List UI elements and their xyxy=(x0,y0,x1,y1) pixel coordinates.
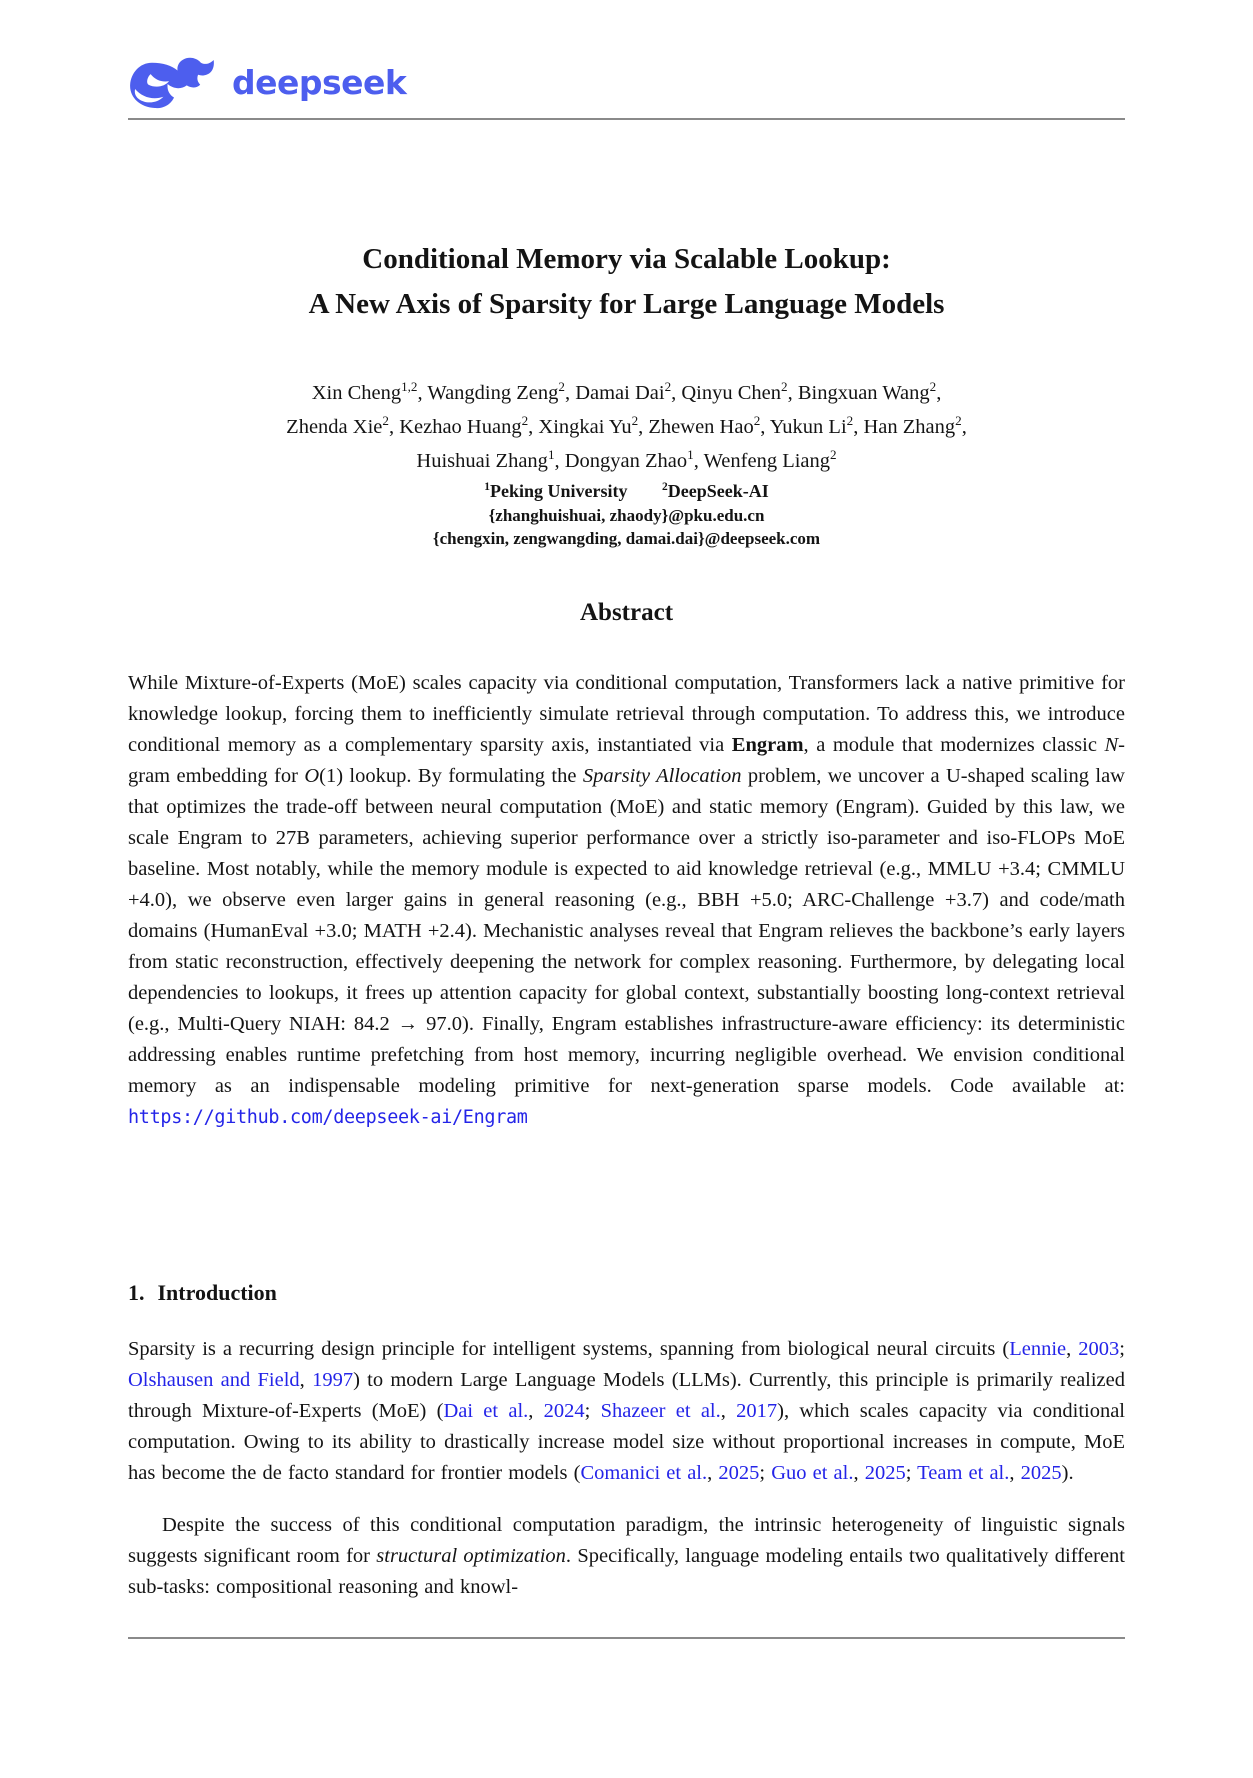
text-segment: , Qinyu Chen xyxy=(671,382,782,404)
affiliation-peking xyxy=(484,481,627,501)
superscript: 2 xyxy=(664,379,672,395)
text-segment: ; xyxy=(759,1462,772,1484)
citation-link[interactable]: Olshausen and Field xyxy=(128,1369,300,1391)
text-segment: , xyxy=(528,1400,544,1422)
author-list xyxy=(128,376,1125,478)
author-line xyxy=(128,410,1125,444)
deepseek-whale-icon xyxy=(128,57,220,111)
text-segment: , Bingxuan Wang xyxy=(787,382,930,404)
abstract-heading: Abstract xyxy=(579,599,674,626)
text-segment: N xyxy=(1104,734,1119,756)
superscript: 1,2 xyxy=(401,379,418,395)
text-segment: , Wenfeng Liang xyxy=(693,450,831,472)
citation-link[interactable]: 2017 xyxy=(736,1400,778,1422)
superscript: 2 xyxy=(662,481,668,493)
text-segment: structural optimization xyxy=(376,1544,566,1567)
text-segment: , Wangding Zeng xyxy=(417,382,559,404)
paper-title xyxy=(128,237,1125,327)
superscript: 2 xyxy=(631,413,639,429)
header-divider xyxy=(128,118,1125,120)
citation-link[interactable]: Guo et al. xyxy=(771,1462,854,1484)
superscript: 2 xyxy=(955,413,962,429)
affiliation-deepseek xyxy=(662,481,769,501)
text-segment: Despite the success of this conditional computation paradigm, the intrinsic heterogeneity of linguistic signals suggests significant room for xyxy=(128,1513,1125,1567)
superscript: 2 xyxy=(830,447,837,463)
text-segment: , Damai Dai xyxy=(564,382,665,404)
citation-link[interactable]: 2003 xyxy=(1078,1338,1120,1360)
text-segment: ), which scales capacity via conditional computation. Owing to its ability to drastically increase model size without proportional increases in compute, MoE has become the de facto standard for frontier models ( xyxy=(128,1400,1126,1484)
superscript: 2 xyxy=(521,413,529,429)
text-segment: (1) lookup. By formulating the xyxy=(319,765,583,787)
text-segment: ). xyxy=(1061,1462,1074,1484)
citation-link[interactable]: 2025 xyxy=(718,1462,760,1484)
superscript: 2 xyxy=(929,379,937,395)
superscript: 1 xyxy=(484,481,490,493)
text-segment: , xyxy=(1009,1462,1021,1484)
text-segment: , Kezhao Huang xyxy=(388,416,522,438)
text-segment: , xyxy=(853,1462,865,1484)
text-segment: , Han Zhang xyxy=(853,416,956,438)
paper-title-line2: A New Axis of Sparsity for Large Language Models xyxy=(308,288,945,320)
citation-link[interactable]: Dai et al. xyxy=(443,1400,529,1422)
text-segment: Zhenda Xie xyxy=(286,416,383,438)
citation-link[interactable]: 2025 xyxy=(1020,1462,1062,1484)
author-line xyxy=(128,376,1125,410)
superscript: 2 xyxy=(558,379,565,395)
text-segment: , Yukun Li xyxy=(760,416,847,438)
text-segment: , xyxy=(720,1400,737,1422)
text-segment: problem, we uncover a U-shaped scaling law that optimizes the trade-off between neural computation (MoE) and static memory (Engram). Guided by this law, we scale Engram to 27B parameters, achieving superior performance over a strictly iso-parameter and iso-FLOPs MoE baseline. Most notably, while the memory module is expected to aid knowledge retrieval (e.g., MMLU +3.4; CMMLU +4.0), we observe even larger gains in general reasoning (e.g., BBH +5.0; ARC-Challenge +3.7) and code/math domains (HumanEval +3.0; MATH +2.4). Mechanistic analyses reveal that Engram relieves the backbone’s early layers from static reconstruction, effectively deepening the network for complex reasoning. Furthermore, by delegating local dependencies to lookups, it frees up attention capacity for global context, substantially boosting long-context retrieval (e.g., Multi-Query NIAH: 84.2 → 97.0). Finally, Engram establishes infrastructure-aware efficiency: its deterministic addressing enables runtime prefetching from host memory, incurring negligible overhead. We envision conditional memory as an indispensable modeling primitive for next-generation sparse models. Code available at: xyxy=(128,765,1125,1097)
text-segment: While Mixture-of-Experts (MoE) scales capacity via conditional computation, Transformers lack a native primitive for knowledge lookup, forcing them to inefficiently simulate retrieval through computation. To address this, we introduce conditional memory as a complementary sparsity axis, instantiated via xyxy=(128,672,1125,756)
text-segment: , xyxy=(936,382,942,404)
text-segment: DeepSeek-AI xyxy=(667,481,769,501)
section-title: Introduction xyxy=(157,1280,277,1305)
logo-wordmark: deepseek xyxy=(232,62,407,102)
text-segment: , xyxy=(707,1462,719,1484)
section-heading-introduction xyxy=(128,1278,1125,1308)
superscript: 1 xyxy=(687,447,694,463)
text-segment: , a module that modernizes classic xyxy=(803,734,1105,756)
text-segment: , xyxy=(299,1369,313,1391)
text-segment: Engram xyxy=(731,734,804,756)
citation-link[interactable]: Lennie xyxy=(1009,1338,1067,1360)
code-url-link[interactable]: https://github.com/deepseek-ai/Engram xyxy=(128,1107,528,1128)
text-segment: Xin Cheng xyxy=(311,382,402,404)
superscript: 2 xyxy=(781,379,788,395)
text-segment: , Zhewen Hao xyxy=(638,416,754,438)
affiliations xyxy=(128,478,1125,504)
email-line-deepseek: {chengxin, zengwangding, damai.dai}@deepseek.com xyxy=(432,529,821,548)
text-segment: Sparsity Allocation xyxy=(582,765,742,787)
email-line-pku: {zhanghuishuai, zhaody}@pku.edu.cn xyxy=(488,506,765,525)
text-segment: ; xyxy=(584,1400,601,1422)
citation-link[interactable]: 1997 xyxy=(312,1369,354,1391)
introduction-paragraph-1 xyxy=(128,1334,1125,1489)
text-segment: , Dongyan Zhao xyxy=(554,450,688,472)
text-segment: Sparsity is a recurring design principle for intelligent systems, spanning from biological neural circuits ( xyxy=(128,1338,1010,1360)
text-segment: ) to modern Large Language Models (LLMs). Currently, this principle is primarily realized through Mixture-of-Experts (MoE) ( xyxy=(128,1369,1126,1422)
superscript: 2 xyxy=(382,413,389,429)
paper-title-line1: Conditional Memory via Scalable Lookup: xyxy=(362,243,891,275)
text-segment: , Xingkai Yu xyxy=(528,416,632,438)
text-segment: . Specifically, language modeling entails two qualitatively different sub-tasks: compositional reasoning and knowl- xyxy=(128,1544,1125,1598)
superscript: 1 xyxy=(547,447,555,463)
text-segment: , xyxy=(961,416,967,438)
superscript: 2 xyxy=(753,413,761,429)
introduction-paragraph-2 xyxy=(128,1510,1125,1603)
text-segment: O xyxy=(304,765,320,787)
abstract-text xyxy=(128,668,1125,1133)
citation-link[interactable]: 2025 xyxy=(864,1462,906,1484)
contact-emails xyxy=(128,504,1125,550)
text-segment: ; xyxy=(905,1462,918,1484)
text-segment: Huishuai Zhang xyxy=(416,450,548,472)
citation-link[interactable]: Team et al. xyxy=(917,1462,1010,1484)
citation-link[interactable]: Shazeer et al. xyxy=(600,1400,721,1422)
author-line xyxy=(128,444,1125,478)
citation-link[interactable]: 2024 xyxy=(543,1400,585,1422)
text-segment: -gram embedding for xyxy=(128,734,1125,787)
introduction-section xyxy=(128,1278,1125,1623)
text-segment: , xyxy=(1066,1338,1079,1360)
citation-link[interactable]: Comanici et al. xyxy=(580,1462,708,1484)
footer-divider xyxy=(128,1637,1125,1639)
section-number: 1. xyxy=(128,1280,145,1305)
header-logo xyxy=(128,0,1125,111)
superscript: 2 xyxy=(846,413,854,429)
text-segment: ; xyxy=(1119,1338,1125,1360)
text-segment: Peking University xyxy=(490,481,628,501)
